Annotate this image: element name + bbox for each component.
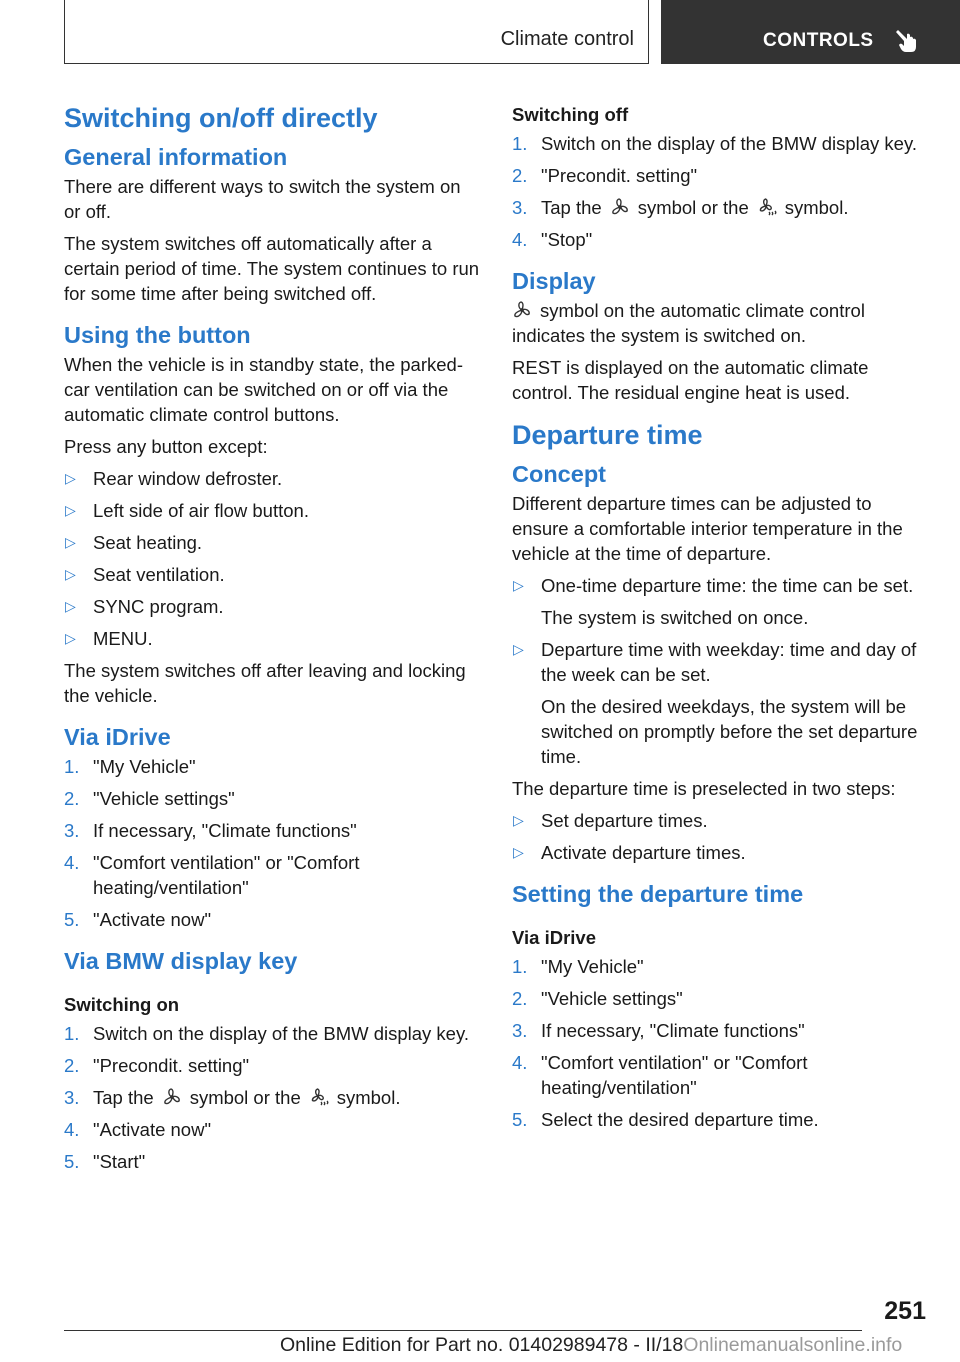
bullet-triangle-icon: ▷ — [65, 534, 76, 550]
list-item: 4. "Activate now" — [64, 1119, 212, 1140]
paragraph: Press any button except: — [64, 436, 268, 457]
list-item: 5. "Activate now" — [64, 909, 212, 930]
bullet-triangle-icon: ▷ — [513, 844, 524, 860]
paragraph: The departure time is preselected in two steps: — [512, 778, 896, 799]
footer-divider — [64, 1330, 862, 1331]
heading-setting-departure-time: Setting the departure time — [512, 881, 804, 907]
header-section-title: Climate control — [500, 28, 634, 50]
bullet-triangle-icon: ▷ — [65, 502, 76, 518]
heading-using-button: Using the button — [64, 322, 251, 348]
bullet-triangle-icon: ▷ — [65, 598, 76, 614]
footer-edition: Online Edition for Part no. 01402989478 - II/18Onlinemanualsonline.info — [280, 1334, 903, 1356]
bullet-triangle-icon: ▷ — [513, 641, 524, 657]
right-column — [512, 100, 930, 1139]
paragraph: When the vehicle is in standby state, the parked-car ventilation can be switched on or off via the automatic climate control buttons. — [64, 354, 463, 425]
list-item: ▷ Rear window defroster. — [65, 468, 283, 489]
paragraph: The system switches off automatically after a certain period of time. The system continues to run for some time after being switched off. — [64, 233, 480, 304]
list-item: 3. Tap the symbol or the symbol. — [512, 197, 849, 218]
list-item: ▷ Seat ventilation. — [65, 564, 225, 585]
heading-concept: Concept — [512, 461, 606, 487]
list-item: 2. "Vehicle settings" — [512, 988, 683, 1009]
list-item: 1. Switch on the display of the BMW display key. — [64, 1023, 469, 1044]
left-column — [64, 100, 480, 1181]
subheading-switching-off: Switching off — [512, 104, 629, 125]
footer-site: Onlinemanualsonline.info — [683, 1334, 903, 1356]
page-number: 251 — [884, 1297, 926, 1325]
header-section — [64, 0, 649, 64]
list-item: 2. "Precondit. setting" — [512, 165, 698, 186]
preselect-steps-list — [512, 808, 930, 865]
list-item: ▷ Set departure times. — [513, 810, 708, 831]
list-item: 3. If necessary, "Climate functions" — [512, 1020, 805, 1041]
ventilation-fan-icon — [610, 197, 630, 217]
list-item: 5. "Start" — [64, 1151, 146, 1172]
list-item: 4. "Comfort ventilation" or "Comfort heating/ventilation" — [512, 1052, 808, 1098]
paragraph: Different departure times can be adjusted to ensure a comfortable interior temperature in the vehicle at the time of departure. — [512, 493, 903, 564]
paragraph: symbol on the automatic climate control indicates the system is switched on. — [512, 300, 865, 346]
list-item: ▷ Left side of air flow button. — [65, 500, 309, 521]
switching-on-steps — [64, 1021, 480, 1174]
paragraph: REST is displayed on the automatic climate control. The residual engine heat is used. — [512, 357, 869, 403]
list-item: ▷ Seat heating. — [65, 532, 203, 553]
list-item: ▷ MENU. — [65, 628, 153, 649]
bullet-triangle-icon: ▷ — [65, 470, 76, 486]
subheading-switching-on: Switching on — [64, 994, 180, 1015]
bullet-triangle-icon: ▷ — [513, 812, 524, 828]
list-item: 3. Tap the symbol or the symbol. — [64, 1087, 401, 1108]
section-heading-switching: Switching on/off directly — [64, 103, 378, 133]
button-exception-list — [64, 466, 480, 651]
list-item: 4. "Stop" — [512, 229, 593, 250]
bullet-triangle-icon: ▷ — [65, 566, 76, 582]
list-item: 1. "My Vehicle" — [512, 956, 644, 977]
paragraph: The system switches off after leaving and locking the vehicle. — [64, 660, 466, 706]
list-item: ▷ Departure time with weekday: time and day of the week can be set. On the desired weekdays, the system will be switched on promptly before the set departure time. — [513, 639, 918, 767]
list-item: ▷ One-time departure time: the time can be set. The system is switched on once. — [513, 575, 914, 628]
list-item: 1. Switch on the display of the BMW display key. — [512, 133, 917, 154]
setting-steps — [512, 954, 930, 1132]
heating-fan-icon — [757, 197, 777, 217]
heading-display: Display — [512, 268, 596, 294]
list-item: 2. "Precondit. setting" — [64, 1055, 250, 1076]
list-item: ▷ SYNC program. — [65, 596, 224, 617]
heading-general-information: General information — [64, 144, 288, 170]
section-heading-departure-time: Departure time — [512, 420, 703, 450]
list-item: 2. "Vehicle settings" — [64, 788, 235, 809]
bullet-triangle-icon: ▷ — [65, 630, 76, 646]
ventilation-fan-icon — [512, 300, 532, 320]
heading-via-idrive: Via iDrive — [64, 724, 171, 750]
concept-list — [512, 573, 930, 769]
list-item: ▷ Activate departure times. — [513, 842, 746, 863]
ventilation-fan-icon — [162, 1087, 182, 1107]
switching-off-steps — [512, 131, 930, 252]
bullet-triangle-icon: ▷ — [513, 577, 524, 593]
header-chapter-title: CONTROLS — [763, 30, 874, 51]
list-item: 4. "Comfort ventilation" or "Comfort heating/ventilation" — [64, 852, 360, 898]
idrive-steps — [64, 754, 480, 932]
header-chapter — [661, 0, 960, 64]
list-item: 5. Select the desired departure time. — [512, 1109, 819, 1130]
heading-via-bmw-display-key: Via BMW display key — [64, 948, 298, 974]
list-item: 1. "My Vehicle" — [64, 756, 196, 777]
list-item: 3. If necessary, "Climate functions" — [64, 820, 357, 841]
pointing-hand-icon — [895, 28, 919, 54]
heating-fan-icon — [309, 1087, 329, 1107]
subheading-via-idrive: Via iDrive — [512, 927, 596, 948]
paragraph: There are different ways to switch the system on or off. — [64, 176, 461, 222]
